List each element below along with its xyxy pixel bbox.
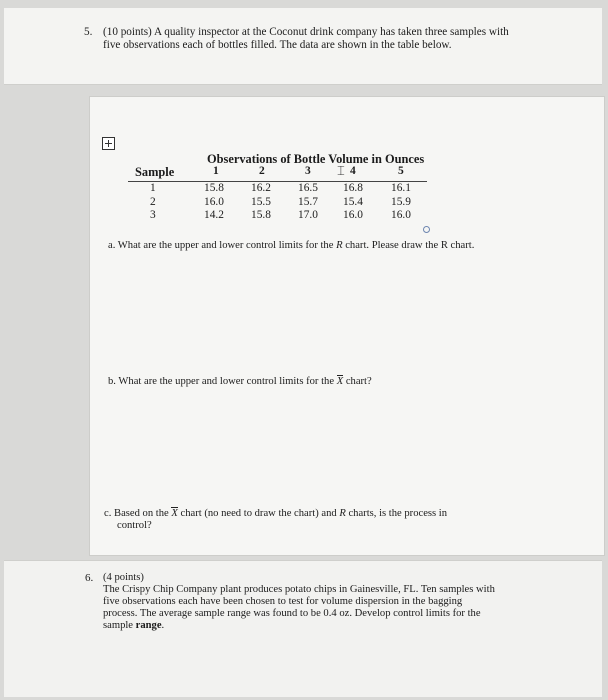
table-cell: 17.0 bbox=[298, 209, 318, 221]
table-cell: 16.2 bbox=[251, 182, 271, 194]
question-6-number: 6. bbox=[85, 572, 94, 584]
question-5-number: 5. bbox=[84, 26, 93, 38]
table-cell: 15.9 bbox=[391, 196, 411, 208]
column-header-5: 5 bbox=[398, 165, 404, 177]
table-header-rule bbox=[128, 181, 427, 182]
table-cell: 15.4 bbox=[343, 196, 363, 208]
column-header-3: 3 bbox=[305, 165, 311, 177]
x-bar-symbol: X bbox=[171, 508, 178, 519]
sample-header: Sample bbox=[135, 165, 175, 179]
table-cell: 16.0 bbox=[204, 196, 224, 208]
table-cell: 15.7 bbox=[298, 196, 318, 208]
column-header-1: 1 bbox=[213, 165, 219, 177]
question-5-line-2: five observations each of bottles filled. The data are shown in the table below. bbox=[103, 39, 452, 51]
table-expand-icon[interactable] bbox=[102, 137, 115, 150]
question-5 bbox=[84, 26, 544, 52]
table-cell: 15.5 bbox=[251, 196, 271, 208]
table-cell: 16.0 bbox=[391, 209, 411, 221]
text-cursor-icon: ⌶ bbox=[337, 163, 345, 178]
sample-label-2: 2 bbox=[150, 196, 156, 208]
question-5b: b. What are the upper and lower control limits for the X chart? bbox=[108, 376, 372, 387]
table-cell: 14.2 bbox=[204, 209, 224, 221]
table-resize-handle[interactable] bbox=[423, 226, 430, 233]
column-header-4: 4 bbox=[350, 165, 356, 177]
x-bar-symbol: X bbox=[336, 376, 344, 387]
column-header-2: 2 bbox=[259, 165, 265, 177]
sample-label-3: 3 bbox=[150, 209, 156, 221]
sample-label-1: 1 bbox=[150, 182, 156, 194]
table-cell: 15.8 bbox=[251, 209, 271, 221]
table-cell: 16.5 bbox=[298, 182, 318, 194]
table-cell: 16.0 bbox=[343, 209, 363, 221]
question-5a: a. What are the upper and lower control limits for the R chart. Please draw the R chart. bbox=[108, 240, 475, 251]
table-title: Observations of Bottle Volume in Ounces bbox=[207, 152, 425, 166]
question-5-line-1: (10 points) A quality inspector at the Coconut drink company has taken three samples with bbox=[103, 26, 509, 38]
question-5c: c. Based on the X chart (no need to draw the chart) and R charts, is the process in control? bbox=[104, 508, 448, 531]
table-cell: 16.8 bbox=[343, 182, 363, 194]
question-6: (4 points) The Crispy Chip Company plant produces potato chips in Gainesville, FL. Ten samples with five observations each have been chosen to test for volume dispersion in the bagging process. The average sample range was found to be 0.4 oz. Develop control limits for the sample range. bbox=[103, 572, 495, 631]
table-cell: 15.8 bbox=[204, 182, 224, 194]
table-cell: 16.1 bbox=[391, 182, 411, 194]
